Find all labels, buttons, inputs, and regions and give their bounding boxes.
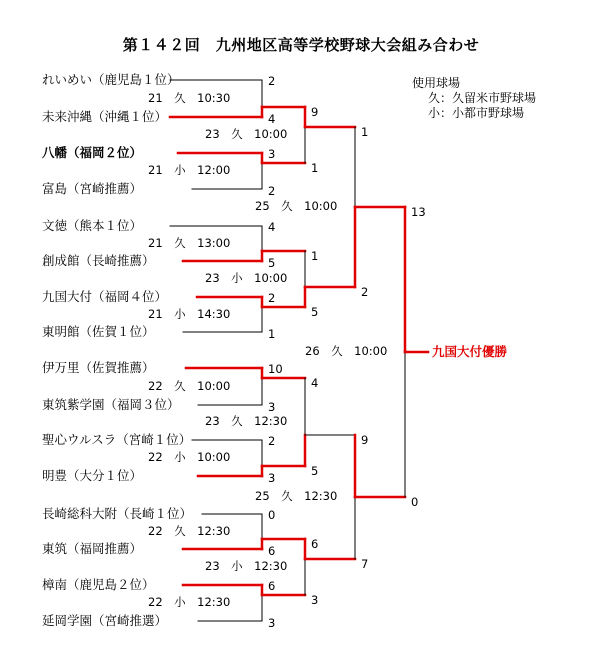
game-info: 25 久 12:30 [255,489,338,503]
team-name: 富島（宮崎推薦） [42,181,143,196]
team-name: 明豊（大分１位） [42,468,143,483]
team-name: 九国大付（福岡４位） [42,289,168,304]
match-score: 1 [268,327,276,341]
match-score: 4 [268,220,276,234]
match-score: 2 [268,74,276,88]
team-name: 未来沖縄（沖縄１位） [42,109,168,124]
match-score: 1 [311,249,319,263]
game-info: 26 久 10:00 [305,344,388,358]
game-info: 23 小 10:00 [205,271,288,285]
team-name: 東筑（福岡推薦） [42,541,143,556]
match-score: 6 [268,544,276,558]
match-score: 5 [311,464,319,478]
match-score: 0 [411,495,419,509]
game-info: 21 久 10:30 [148,91,231,105]
match-score: 13 [411,205,426,219]
team-name: 東明館（佐賀１位） [42,324,155,339]
match-score: 3 [268,147,276,161]
match-score: 9 [311,105,319,119]
match-score: 2 [361,285,369,299]
team-name: 延岡学園（宮崎推選） [42,613,168,628]
game-info: 21 久 13:00 [148,236,231,250]
game-info: 23 小 12:30 [205,559,288,573]
match-score: 1 [361,125,369,139]
match-score: 2 [268,434,276,448]
team-name: 伊万里（佐賀推薦） [42,360,155,375]
match-score: 9 [361,433,369,447]
page-title: 第１４２回 九州地区高等学校野球大会組み合わせ [122,36,480,54]
match-score: 4 [268,112,276,126]
team-name: 樟南（鹿児島２位） [42,577,155,592]
game-info: 23 久 10:00 [205,127,288,141]
game-info: 21 小 12:00 [148,163,231,177]
team-name: 文徳（熊本１位） [42,218,143,233]
venue-legend [412,76,536,121]
match-score: 3 [268,471,276,485]
match-score: 2 [268,291,276,305]
match-score: 3 [311,593,319,607]
match-score: 3 [268,400,276,414]
match-score: 5 [268,256,276,270]
game-info: 25 久 10:00 [255,199,338,213]
match-score: 5 [311,305,319,319]
team-name: 聖心ウルスラ（宮崎１位） [42,432,192,447]
match-score: 7 [361,557,369,571]
legend-venue-kotake: 小：小都市野球場 [428,106,525,120]
team-name: 東筑紫学園（福岡３位） [42,397,180,412]
game-info: 21 小 14:30 [148,307,231,321]
match-score: 10 [268,362,283,376]
match-score: 2 [268,184,276,198]
legend-venue-kurume: 久：久留米市野球場 [428,91,537,105]
match-score: 3 [268,616,276,630]
game-info: 22 小 12:30 [148,595,231,609]
match-score: 0 [268,508,276,522]
team-name: 創成館（長崎推薦） [42,253,155,268]
team-name: れいめい（鹿児島１位） [42,72,180,87]
match-score: 6 [268,579,276,593]
game-info: 22 小 10:00 [148,450,231,464]
match-score: 6 [311,537,319,551]
legend-heading: 使用球場 [412,76,461,90]
team-name: 長崎総科大附（長崎１位） [42,506,193,521]
game-info: 23 久 12:30 [205,414,288,428]
team-name: 八幡（福岡２位） [42,145,143,160]
game-info: 22 久 10:00 [148,379,231,393]
champion-label: 九国大付優勝 [432,344,508,359]
game-info: 22 久 12:30 [148,524,231,538]
match-score: 4 [311,376,319,390]
match-score: 1 [311,161,319,175]
